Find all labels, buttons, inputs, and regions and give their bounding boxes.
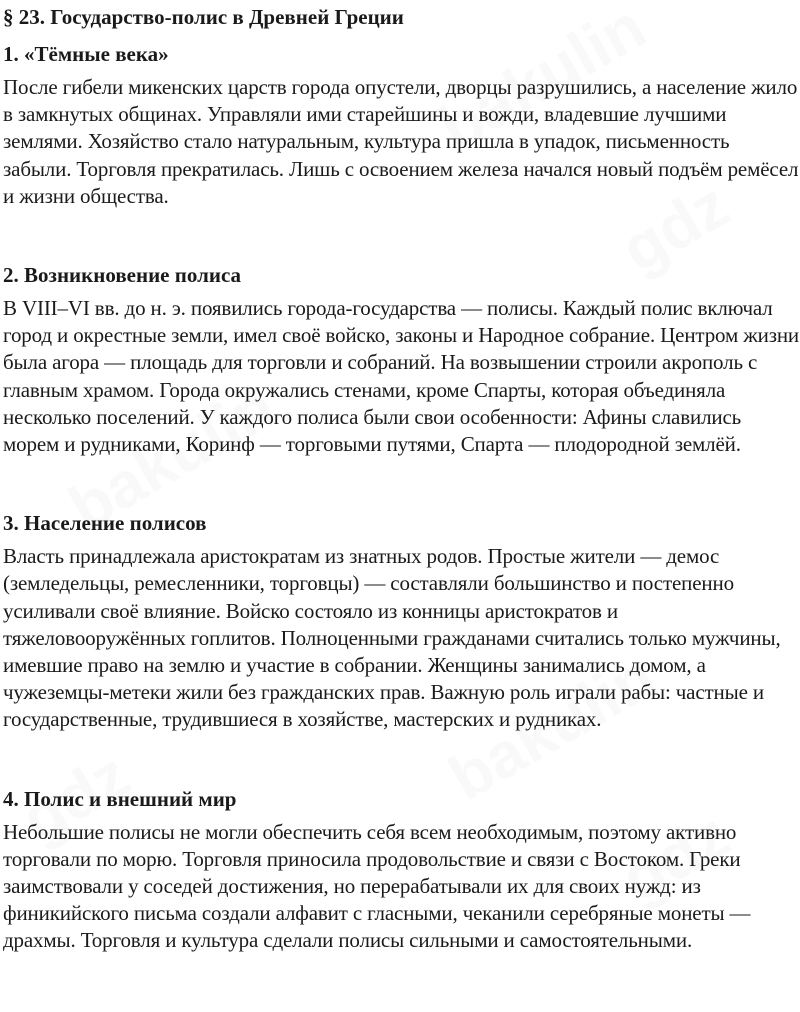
- section-body: После гибели микенских царств города опустели, дворцы разрушились, а население жило в замкнутых общинах. Управляли ими старейшины и вожди, владевшие лучшими землями. Хозяйство стало натуральным, культура пришла в упадок, письменность забыли. Торговля прекратилась. Лишь с освоением железа начался новый подъём ремёсел и жизни общества.: [3, 75, 799, 208]
- section-body: Небольшие полисы не могли обеспечить себя всем необходимым, поэтому активно торговали по морю. Торговля приносила продовольствие и связи с Востоком. Греки заимствовали у соседей достижения, но перерабатывали их для своих нужд: из финикийского письма создали алфавит с гласными, чеканили серебряные монеты — драхмы. Торговля и культура сделали полисы сильными и самостоятельными.: [3, 819, 751, 953]
- section-heading: 4. Полис и внешний мир: [3, 786, 237, 811]
- section-heading: 3. Население полисов: [3, 511, 207, 536]
- section-outer-world: [3, 786, 800, 955]
- section-polis-origin: [3, 262, 800, 458]
- section-dark-ages: [3, 41, 800, 210]
- section-heading: 1. «Тёмные века»: [3, 42, 169, 66]
- section-body: Власть принадлежала аристократам из знатных родов. Простые жители — демос (земледельцы, ремесленники, торговцы) — составляли большинство и постепенно усиливали своё влияние. Войско состояло из конницы аристократов и тяжеловооружённых гоплитов. Полноценными гражданами считались только мужчины, имевшие право на землю и участие в собрании. Женщины занимались домом, а чужеземцы-метеки жили без гражданских прав. Важную роль играли рабы: частные и государственные, трудившиеся в хозяйстве, мастерских и рудниках.: [3, 544, 781, 732]
- section-population: [3, 510, 800, 733]
- page-title: § 23. Государство-полис в Древней Греции: [3, 5, 404, 29]
- section-heading: 2. Возникновение полиса: [3, 263, 242, 288]
- section-body: В VIII–VI вв. до н. э. появились города-государства — полисы. Каждый полис включал город и окрестные земли, имел своё войско, законы и Народное собрание. Центром жизни была агора — площадь для торговли и собраний. На возвышении строили акрополь с главным храмом. Города окружались стенами, кроме Спарты, которая объединяла несколько поселений. У каждого полиса были свои особенности: Афины славились морем и рудниками, Коринф — торговыми путями, Спарта — плодородной землёй.: [3, 296, 800, 457]
